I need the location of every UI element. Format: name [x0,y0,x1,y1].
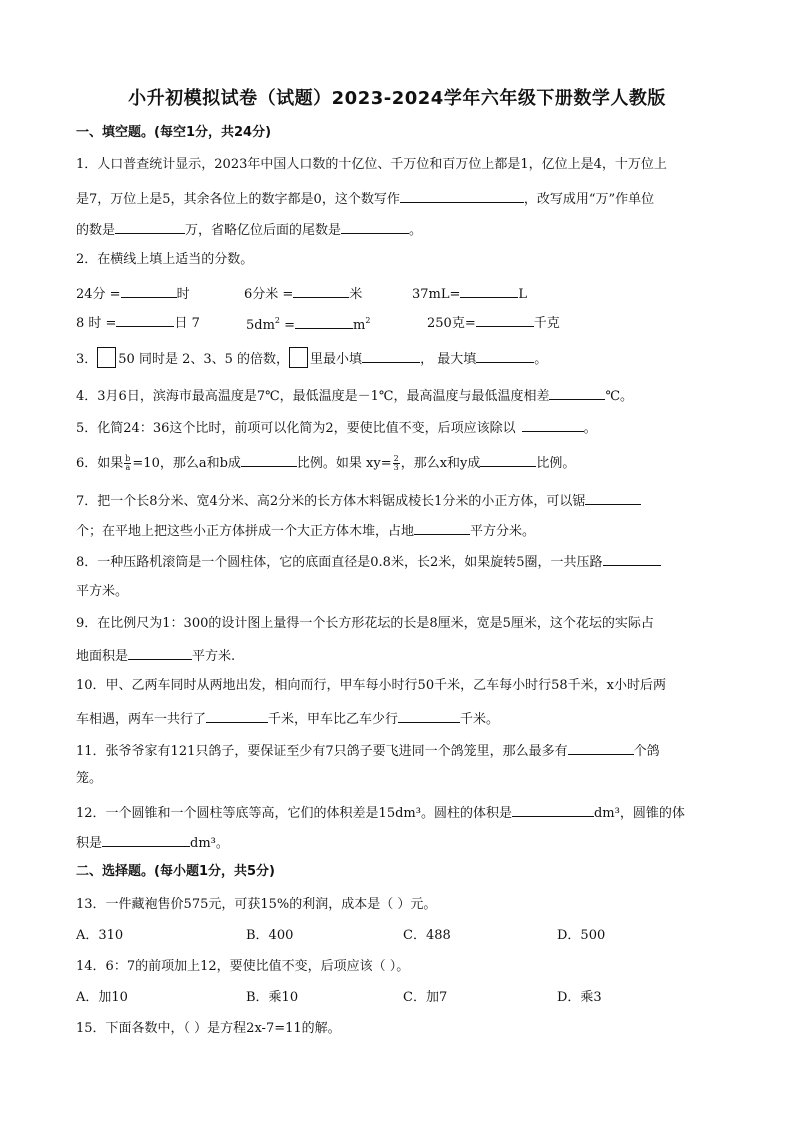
option-c[interactable]: C．加7 [403,990,448,1005]
question-13-text: 13．一件藏袍售价575元，可获15%的利润，成本是（ ）元。 [76,897,437,912]
q2-item-5 [246,312,370,335]
q2-item-label: 24分 = [76,287,121,302]
question-1-line-1: 1．人口普查统计显示，2023年中国人口数的十亿位、千万位和百万位上都是1，亿位上是4，十万位上 [76,157,667,172]
answer-box[interactable] [97,347,116,368]
question-14-text: 14．6：7的前项加上12，要使比值不变，后项应该（ ）。 [76,959,410,974]
question-3 [76,347,726,369]
question-1-text: 的数是 [76,223,116,238]
answer-blank[interactable] [241,452,297,467]
answer-box[interactable] [289,347,308,368]
q2-item-4 [76,312,200,333]
question-1-text: 万，省略亿位后面的尾数是 [185,223,342,238]
answer-blank[interactable] [480,452,536,467]
question-8-line-1 [76,551,726,572]
answer-blank[interactable] [568,740,634,755]
question-8-line-2: 平方米。 [76,584,129,599]
question-11-text: 11．张爷爷家有121只鸽子，要保证至少有7只鸽子要飞进同一个鸽笼里，那么最多有 [76,744,568,759]
question-7-line-1 [76,490,726,511]
q2-item-label: 6分米 = [244,287,294,302]
option-d[interactable]: D．500 [557,928,606,943]
fraction-numerator: 2 [393,454,399,463]
page-title: 小升初模拟试卷（试题）2023-2024学年六年级下册数学人教版 [128,88,666,109]
q2-item-label: 250克= [427,316,476,331]
answer-blank[interactable] [512,802,594,817]
q2-item-3 [412,283,527,304]
question-5-text: 。 [583,421,597,436]
answer-blank[interactable] [398,708,460,723]
question-11-text: 个鸽 [633,744,660,759]
question-7-line-2 [76,520,726,541]
question-1-text: 是7，万位上是5，其余各位上的数字都是0，这个数写作 [76,192,400,207]
question-6-text: =10，那么a和b成 [132,456,241,471]
q2-item-unit: 时 [176,287,190,302]
answer-blank[interactable] [362,348,420,363]
question-12-text: 12．一个圆锥和一个圆柱等底等高，它们的体积差是15dm³。圆柱的体积是 [76,806,512,821]
superscript: 2 [365,316,371,325]
option-c[interactable]: C．488 [403,928,451,943]
answer-blank[interactable] [102,832,190,847]
section-heading-fill-in: 一、填空题。(每空1分，共24分) [76,125,272,140]
q2-item-unit: 米 [349,287,363,302]
question-9-text: 平方米. [192,649,236,664]
question-12-text: dm³。 [190,836,229,851]
q2-item-unit: m [353,318,366,333]
answer-blank[interactable] [128,645,192,660]
question-10-text: 千米。 [460,712,500,727]
answer-blank[interactable] [116,312,174,327]
answer-blank[interactable] [400,188,524,203]
question-4 [76,385,726,406]
question-1-line-2 [76,188,726,209]
question-5 [76,417,726,438]
option-d[interactable]: D．乘3 [557,990,602,1005]
question-10-text: 车相遇，两车一共行了 [76,712,207,727]
question-6-text: 比例。如果 xy= [296,456,392,471]
question-3-text: 。 [534,352,548,367]
q2-item-6 [427,312,560,333]
q2-item-label: 37mL= [412,287,461,302]
option-a[interactable]: A．310 [76,928,124,943]
question-7-text: 平方分米。 [470,524,536,539]
fraction-b-over-a [124,455,131,472]
question-1-text: ，改写成用“万”作单位 [523,192,655,207]
question-6-text: 比例。 [536,456,576,471]
question-number: 3． [76,352,98,367]
question-11-line-1 [76,740,726,761]
question-7-text: 7．把一个长8分米、宽4分米、高2分米的长方体木料锯成棱长1分米的小正方体，可以锯 [76,494,586,509]
fraction-two-thirds [393,455,400,472]
question-12-text: dm³，圆锥的体 [593,806,685,821]
question-12-text: 积是 [76,836,103,851]
q2-item-label: 5dm [246,318,275,333]
question-1-text: 。 [409,223,423,238]
q2-item-unit: 日 7 [174,316,200,331]
option-b[interactable]: B．400 [246,928,294,943]
question-9-line-2 [76,645,726,666]
answer-blank[interactable] [414,520,470,535]
answer-blank[interactable] [295,314,353,329]
answer-blank[interactable] [341,219,409,234]
superscript: 2 [274,316,281,325]
question-12-line-1 [76,802,726,823]
answer-blank[interactable] [585,490,641,505]
question-8-text: 8．一种压路机滚筒是一个圆柱体，它的底面直径是0.8米，长2米，如果旋转5圈，一共压路 [76,555,603,570]
question-6-text: ，那么x和y成 [400,456,481,471]
question-7-text: 个；在平地上把这些小正方体拼成一个大正方体木堆，占地 [76,524,415,539]
question-12-line-2 [76,832,726,853]
question-2-text: 2．在横线上填上适当的分数。 [76,252,254,267]
question-3-text: ， 最大填 [420,352,477,367]
question-5-text: 5．化简24：36这个比时，前项可以化简为2，要使比值不变，后项应该除以 [76,421,516,436]
option-a[interactable]: A．加10 [76,990,128,1005]
question-6-text: 6．如果 [76,456,124,471]
answer-blank[interactable] [115,219,185,234]
answer-blank[interactable] [603,551,661,566]
question-4-text: 4．3月6日，滨海市最高温度是7℃，最低温度是－1℃，最高温度与最低温度相差 [76,389,550,404]
fraction-numerator: b [125,454,131,463]
question-9-line-1: 9．在比例尺为1：300的设计图上量得一个长方形花坛的长是8厘米，宽是5厘米，这个花坛的实际占 [76,616,654,631]
question-6 [76,452,726,473]
answer-blank[interactable] [121,283,177,298]
question-10-text: 千米，甲车比乙车少行 [268,712,399,727]
option-b[interactable]: B．乘10 [246,990,299,1005]
question-11-line-2: 笼。 [76,771,103,786]
question-3-text: 里最小填 [310,352,363,367]
answer-blank[interactable] [206,708,268,723]
question-15-text: 15．下面各数中，（ ）是方程2x-7=11的解。 [76,1021,341,1036]
q2-item-unit: L [518,287,528,302]
answer-blank[interactable] [476,312,534,327]
question-1-line-3 [76,219,726,240]
answer-blank[interactable] [549,385,605,400]
answer-blank[interactable] [293,283,349,298]
q2-item-unit: 千克 [533,316,560,331]
q2-item-label: 8 时 = [76,316,117,331]
fraction-denominator: a [125,463,131,472]
answer-blank[interactable] [476,348,534,363]
question-4-text: ℃。 [605,389,633,404]
q2-item-label: = [280,318,296,333]
fraction-denominator: 3 [393,463,399,472]
q2-item-1 [76,283,190,304]
answer-blank[interactable] [460,283,518,298]
question-9-text: 地面积是 [76,649,129,664]
q2-item-2 [244,283,362,304]
question-10-line-2 [76,708,726,729]
question-10-line-1: 10．甲、乙两车同时从两地出发，相向而行，甲车每小时行50千米，乙车每小时行58千米，x小时后两 [76,678,666,693]
answer-blank[interactable] [522,417,584,432]
section-heading-multiple-choice: 二、选择题。(每小题1分，共5分) [76,864,275,879]
question-3-text: 50 同时是 2、3、5 的倍数， [118,352,290,367]
